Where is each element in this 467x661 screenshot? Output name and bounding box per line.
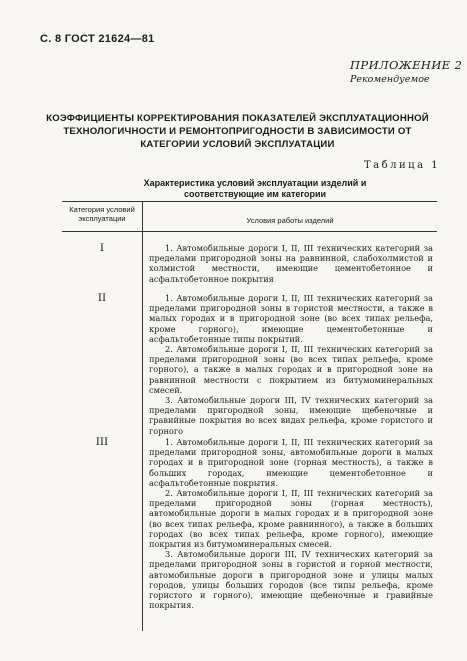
category-label: III — [95, 436, 109, 448]
conditions-cell — [149, 437, 433, 610]
condition-paragraph: 3. Автомобильные дороги III, IV технических категорий за пределами пригородной зоны в гористой и горной местности, автомобильные дороги в пригородной зоне и улицы малых городов, улицы больших городов (все типы рельефа, кроме гористого и горного), имеющие щебеночные и гравийные покрытия. — [149, 549, 433, 611]
document-title: КОЭФФИЦИЕНТЫ КОРРЕКТИРОВАНИЯ ПОКАЗАТЕЛЕЙ ЭКСПЛУАТАЦИОННОЙ ТЕХНОЛОГИЧНОСТИ И РЕМОНТОПРИГОДНОСТИ В ЗАВИСИМОСТИ ОТ КАТЕГОРИИ УСЛОВИЙ ЭКСПЛУАТАЦИИ — [46, 113, 429, 150]
appendix-title: ПРИЛОЖЕНИЕ 2 — [350, 58, 463, 72]
column-header-category: Категория условий эксплуатации — [69, 205, 135, 223]
category-label: II — [97, 292, 107, 304]
page-reference: С. 8 ГОСТ 21624—81 — [40, 33, 155, 45]
condition-paragraph: 3. Автомобильные дороги III, IV технических категорий за пределами пригородной зоны, имеющие щебеночные и гравийные покрытия во всех видах рельефа, кроме гористого и горного — [149, 395, 433, 436]
condition-paragraph: 1. Автомобильные дороги I, II, III технических категорий за пределами пригородной зоны, автомобильные дороги в малых городах и в пригородной зоне (горная местность), а также в больших городах, имеющие цементобетонное и асфальтобетонные покрытия. — [149, 437, 433, 488]
condition-paragraph: 2. Автомобильные дороги I, II, III технических категорий за пределами пригородной зоны (горная местность), автомобильные дороги в малых городах и в пригородной зоне (во всех типах рельефа, кроме равнинного), а также в больших городах (во всех типах рельефа, кроме горного), имеющие покрытия из битумоминеральных смесей. — [149, 488, 433, 550]
category-label: I — [99, 242, 105, 254]
conditions-cell — [149, 243, 433, 284]
table-number: Таблица 1 — [364, 160, 441, 171]
table-top-rule — [62, 201, 437, 202]
table-header-rule — [62, 231, 437, 232]
column-header-conditions: Условия работы изделий — [246, 216, 334, 225]
conditions-cell — [149, 293, 433, 436]
table-caption: Характеристика условий эксплуатации изделий и соответствующие им категории — [143, 178, 367, 199]
table-column-divider — [142, 231, 143, 631]
condition-paragraph: 1. Автомобильные дороги I, II, III технических категорий за пределами пригородной зоны в гористой местности, а также в малых городах и в пригородной зоне (во всех типах рельефа, кроме горного), имеющие цементобетонные и асфальтобетонные типы покрытий. — [149, 293, 433, 344]
appendix-note: Рекомендуемое — [350, 74, 430, 85]
condition-paragraph: 1. Автомобильные дороги I, II, III технических категорий за пределами пригородной зоны на равнинной, слабохолмистой и холмистой местности, имеющие цементобетонное и асфальтобетонное покрытия — [149, 243, 433, 284]
condition-paragraph: 2. Автомобильные дороги I, II, III технических категорий за пределами пригородной зоны (во всех типах рельефа, кроме горного), а также в малых городах и в пригородной зоне на равнинной местности с покрытием из битумоминеральных смесей. — [149, 344, 433, 395]
